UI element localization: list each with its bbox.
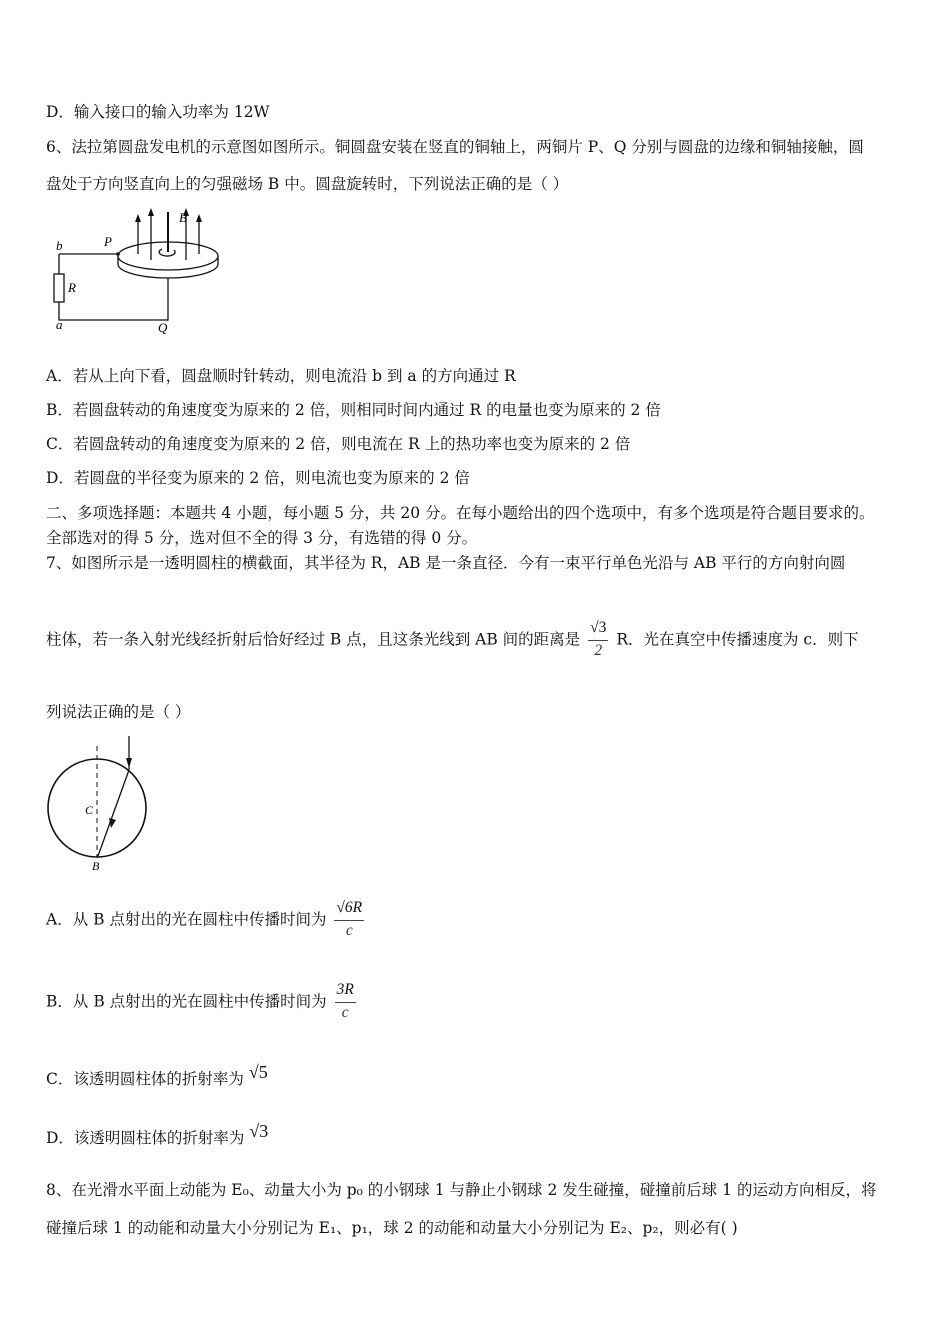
q6-option-a: A．若从上向下看，圆盘顺时针转动，则电流沿 b 到 a 的方向通过 R [46,367,516,385]
q7-option-d [46,1121,269,1148]
refractive-index-d: √3 [249,1121,269,1141]
q6-stem-line2: 盘处于方向竖直向上的匀强磁场 B 中。圆盘旋转时，下列说法正确的是（ ） [46,175,569,193]
q8-stem-line2: 碰撞后球 1 的动能和动量大小分别记为 E₁、p₁，球 2 的动能和动量大小分别记为 E₂、p₂，则必有( ) [46,1219,738,1237]
q7-stem-line1: 7、如图所示是一透明圆柱的横截面，其半径为 R，AB 是一条直径．今有一束平行单色光沿与 AB 平行的方向射向圆 [46,554,846,572]
section2-heading-line2: 全部选对的得 5 分，选对但不全的得 3 分，有选错的得 0 分。 [46,529,478,547]
time-fraction-b-denominator: c [341,1004,349,1021]
q7-option-a-text: A．从 B 点射出的光在圆柱中传播时间为 [46,910,327,929]
fig-label-a: a [56,317,63,332]
q6-option-d: D．若圆盘的半径变为原来的 2 倍，则电流也变为原来的 2 倍 [46,469,470,487]
q7-option-d-text: D．该透明圆柱体的折射率为 [46,1129,245,1147]
fig-label-C: C [85,803,94,817]
distance-fraction-denominator: 2 [594,642,603,659]
fig-label-b: b [56,238,63,253]
q6-option-b: B．若圆盘转动的角速度变为原来的 2 倍，则相同时间内通过 R 的电量也变为原来的 2 倍 [46,401,661,419]
q7-option-b [46,980,359,1023]
q8-stem-line1: 8、在光滑水平面上动能为 E₀、动量大小为 p₀ 的小钢球 1 与静止小钢球 2 发生碰撞，碰撞前后球 1 的运动方向相反，将 [46,1181,877,1199]
q7-option-c [46,1062,268,1089]
q7-option-c-text: C．该透明圆柱体的折射率为 [46,1070,244,1088]
distance-fraction-numerator: √3 [588,618,608,641]
refractive-index-c: √5 [248,1062,268,1082]
q7-stem-line2-post: R．光在真空中传播速度为 c．则下 [616,630,859,649]
time-fraction-a-numerator: √6R [334,898,364,921]
q6-stem-line1: 6、法拉第圆盘发电机的示意图如图所示。铜圆盘安装在竖直的铜轴上，两铜片 P、Q 分别与圆盘的边缘和铜轴接触，圆 [46,138,864,156]
section2-heading-line1: 二、多项选择题：本题共 4 小题，每小题 5 分，共 20 分。在每小题给出的四个选项中，有多个选项是符合题目要求的。 [46,504,875,522]
cylinder-cross-section-figure [40,730,160,872]
fig-label-B: B [179,210,187,225]
time-fraction-a-denominator: c [345,922,353,939]
q7-stem-line3: 列说法正确的是（ ） [46,703,191,721]
fig-label-P: P [104,234,112,249]
time-fraction-b [335,980,356,1023]
q7-option-a [46,898,367,941]
faraday-disc-figure [46,202,236,337]
q7-stem-line2-pre: 柱体，若一条入射光线经折射后恰好经过 B 点，且这条光线到 AB 间的距离是 [46,630,581,649]
q5-option-d: D．输入接口的输入功率为 12W [46,103,270,121]
distance-fraction [588,618,608,661]
fig-label-B2: B [92,859,100,872]
fig-label-R: R [68,280,76,295]
fig-label-Q: Q [158,320,168,335]
time-fraction-b-numerator: 3R [335,980,356,1003]
q7-stem-line2 [46,618,859,661]
q7-option-b-text: B．从 B 点射出的光在圆柱中传播时间为 [46,992,327,1011]
time-fraction-a [334,898,364,941]
q6-option-c: C．若圆盘转动的角速度变为原来的 2 倍，则电流在 R 上的热功率也变为原来的 2 倍 [46,435,631,453]
